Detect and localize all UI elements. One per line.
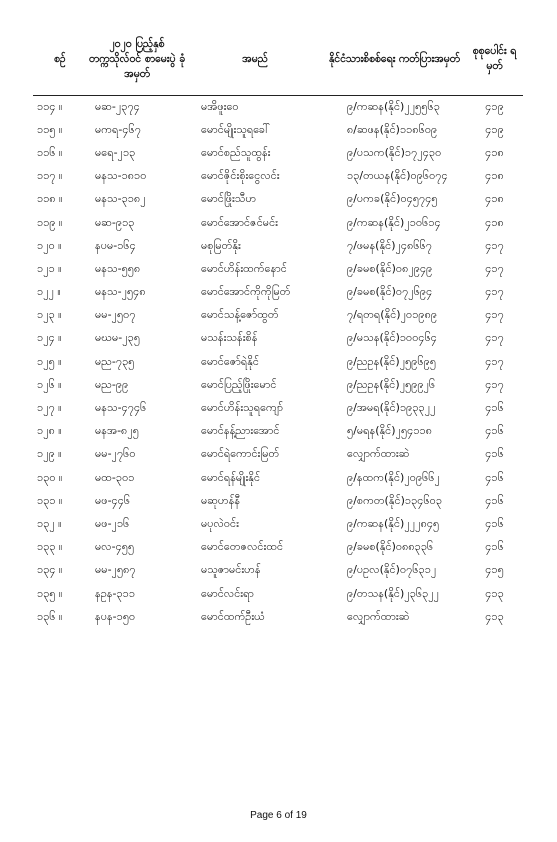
- student-name-cell: မောင်ဟိန်းသူရကျော်: [201, 401, 284, 415]
- roll-number-cell: မဃမ-၂၃၅: [95, 331, 141, 345]
- student-name-cell: မသန်းသန်းစိန်: [201, 331, 258, 345]
- nrc-number-cell: ၉/အမရ(နိုင်)၁၉၃၃၂၂: [347, 401, 436, 415]
- total-marks-cell: ၄၁၇: [485, 285, 504, 299]
- row-number-cell: ၁၂၈ ။: [37, 424, 62, 438]
- nrc-number-cell: ၉/ညဥန(နိုင်)၂၅၉၉၂၆: [347, 377, 436, 391]
- student-name-cell: မောင်ဟိန်းထက်နောင်: [201, 261, 287, 275]
- total-marks-cell: ၄၁၃: [485, 609, 504, 623]
- row-number-cell: ၁၂၆ ။: [37, 377, 62, 391]
- nrc-number-cell: ၁၃/တယန(နိုင်)၀၉၆၀၇၄: [347, 169, 448, 183]
- roll-number-cell: မဖ-၂၁၆: [95, 516, 130, 530]
- table-row: [33, 351, 523, 374]
- row-number-cell: ၁၂၃ ။: [37, 308, 62, 322]
- row-number-cell: ၁၂၂ ။: [37, 285, 61, 299]
- table-row: [33, 560, 523, 583]
- row-number-cell: ၁၂၁ ။: [37, 261, 62, 275]
- row-number-cell: ၁၂၅ ။: [37, 354, 62, 368]
- student-name-cell: မအိဖူးဝေ: [201, 99, 239, 113]
- nrc-number-cell: ၉/ခမစ(နိုင်)၀၈၂၉၄၉: [347, 261, 433, 275]
- row-number-cell: ၁၂၄ ။: [37, 331, 62, 345]
- table-row: [33, 189, 523, 212]
- student-name-cell: မောင်ရဲကောင်းမြတ်: [201, 447, 280, 461]
- table-row: [33, 513, 523, 536]
- total-marks-cell: ၄၁၆: [485, 493, 504, 507]
- header-row: [33, 24, 523, 96]
- total-marks-cell: ၄၁၆: [485, 540, 504, 554]
- total-marks-cell: ၄၁၆: [485, 424, 504, 438]
- roll-number-cell: မနသ-၂၅၄၈: [95, 285, 146, 299]
- roll-number-cell: မကရ-၄၆၇: [95, 122, 141, 136]
- header-total-marks: စုစုပေါင်း ရမှတ်: [466, 24, 523, 96]
- roll-number-cell: မနသ-၄၇၄၆: [95, 401, 147, 415]
- roll-number-cell: မလ-၄၅၅: [95, 540, 135, 554]
- row-number-cell: ၁၃၃ ။: [37, 540, 63, 554]
- table-row: [33, 537, 523, 560]
- table-row: [33, 583, 523, 606]
- row-number-cell: ၁၃၁ ။: [37, 493, 63, 507]
- table-row: [33, 235, 523, 258]
- table-header: [33, 24, 523, 96]
- row-number-cell: ၁၂၉ ။: [37, 447, 62, 461]
- roll-number-cell: မမ-၂၅၈၇: [95, 563, 136, 577]
- row-number-cell: ၁၁၈ ။: [37, 192, 63, 206]
- nrc-number-cell: ၉/ကဆန(နိုင်)၂၂၂၈၄၅: [347, 516, 440, 530]
- roll-number-cell: မထ-၃၀၁: [95, 470, 135, 484]
- nrc-number-cell: ၉/စကတ(နိုင်)၁၃၄၆၀၃: [347, 493, 443, 507]
- row-number-cell: ၁၁၇ ။: [37, 169, 63, 183]
- student-name-cell: မောင်လင်းရာ: [201, 586, 254, 600]
- roll-number-cell: မမ-၂၅၀၇: [95, 308, 136, 322]
- nrc-number-cell: ၉/ခမစ(နိုင်)၀၈၈၃၃၆: [347, 540, 434, 554]
- table-row: [33, 258, 523, 281]
- nrc-number-cell: ၉/ကဆန(နိုင်)၂၂၅၅၆၃: [347, 99, 440, 113]
- row-number-cell: ၁၃၂ ။: [37, 516, 62, 530]
- nrc-number-cell: ၅/မရန(နိုင်)၂၅၄၁၁၈: [347, 424, 432, 438]
- row-number-cell: ၁၁၉ ။: [37, 215, 63, 229]
- table-row: [33, 282, 523, 305]
- student-name-cell: မောင်စည်သူထွန်း: [201, 145, 271, 159]
- total-marks-cell: ၄၁၇: [485, 331, 504, 345]
- nrc-number-cell: ၉/ခမစ(နိုင်)၀၇၂၆၉၄: [347, 285, 433, 299]
- student-name-cell: မောင်အောင်ဇင်မင်း: [201, 215, 278, 229]
- table-row: [33, 96, 523, 120]
- roll-number-cell: မနအ-၈၂၅: [95, 424, 139, 438]
- student-name-cell: မောင်ဖြိုးသီဟ: [201, 192, 257, 206]
- row-number-cell: ၁၁၄ ။: [37, 99, 63, 113]
- nrc-number-cell: ၉/ပကခ(နိုင်)၀၄၅၇၄၅: [347, 192, 438, 206]
- header-no: စဉ်: [33, 24, 87, 96]
- student-name-cell: မောင်ဇော်ရဲနိုင်: [201, 354, 260, 368]
- row-number-cell: ၁၂၀ ။: [37, 238, 62, 252]
- table-row: [33, 212, 523, 235]
- table-row: [33, 142, 523, 165]
- student-name-cell: မောင်ထက်ဦးယံ: [201, 609, 265, 623]
- student-name-cell: မောင်အောင်ကိုကိုမြတ်: [201, 285, 291, 299]
- total-marks-cell: ၄၁၆: [485, 470, 504, 484]
- roll-number-cell: မဆ-၉၁၃: [95, 215, 135, 229]
- total-marks-cell: ၄၁၈: [485, 145, 504, 159]
- roll-number-cell: မရေ-၂၁၃: [95, 145, 136, 159]
- row-number-cell: ၁၃၆ ။: [37, 609, 63, 623]
- roll-number-cell: မည-၇၃၅: [95, 354, 135, 368]
- nrc-number-cell: ၉/ညဥန(နိုင်)၂၅၉၆၉၅: [347, 354, 437, 368]
- student-name-cell: မဆုဟန်နီ: [201, 493, 241, 507]
- header-nrc: နိုင်ငံသားစိစစ်ရေး ကတ်ပြားအမှတ်: [323, 24, 466, 96]
- table-row: [33, 119, 523, 142]
- total-marks-cell: ၄၁၅: [485, 563, 504, 577]
- total-marks-cell: ၄၁၆: [485, 447, 504, 461]
- student-name-cell: မောင်မျိုးသူရခေါ်: [201, 122, 270, 136]
- student-name-cell: မောင်တေဇလင်းထင်: [201, 540, 284, 554]
- total-marks-cell: ၄၁၈: [485, 169, 504, 183]
- roll-number-cell: မနသ-၅၅၈: [95, 261, 141, 275]
- table-row: [33, 490, 523, 513]
- student-name-cell: မောင်နန့်ညားအောင်: [201, 424, 280, 438]
- roll-number-cell: နပန-၁၅၀: [95, 609, 136, 623]
- table-row: [33, 374, 523, 397]
- nrc-number-cell: ၉/မသန(နိုင်)၁၀၀၄၆၄: [347, 331, 437, 345]
- nrc-number-cell: ၉/နထက(နိုင်)၂၀၉၆၆၂: [347, 470, 440, 484]
- roll-number-cell: မနသ-၁၈၁၀: [95, 169, 147, 183]
- row-number-cell: ၁၁၅ ။: [37, 122, 63, 136]
- table-row: [33, 328, 523, 351]
- header-roll-number: ၂၀၂၀ ပြည့်နှစ် တက္ကသိုလ်ဝင် စာမေးပွဲ ခုံအမှတ်: [87, 24, 187, 96]
- nrc-number-cell: လျှောက်ထားဆဲ: [347, 609, 410, 623]
- total-marks-cell: ၄၁၇: [485, 308, 504, 322]
- table-row: [33, 421, 523, 444]
- page-number: Page 6 of 19: [250, 810, 307, 821]
- table-row: [33, 305, 523, 328]
- roll-number-cell: မည-၉၉: [95, 377, 129, 391]
- nrc-number-cell: ၉/ပသက(နိုင်)၁၇၂၄၃၀: [347, 145, 442, 159]
- table-row: [33, 166, 523, 189]
- row-number-cell: ၁၃၅ ။: [37, 586, 63, 600]
- total-marks-cell: ၄၁၇: [485, 354, 504, 368]
- roll-number-cell: နပမ-၁၆၄: [95, 238, 136, 252]
- student-name-cell: မောင်ပြည့်ဖြိုးမောင်: [201, 377, 277, 391]
- row-number-cell: ၁၃၀ ။: [37, 470, 63, 484]
- total-marks-cell: ၄၁၇: [485, 261, 504, 275]
- nrc-number-cell: ၉/ပဥလ(နိုင်)၀၇၆၃၁၂: [347, 563, 437, 577]
- table-body: [33, 96, 523, 630]
- nrc-number-cell: လျှောက်ထားဆဲ: [347, 447, 410, 461]
- student-name-cell: မစုမြတ်နိုး: [201, 238, 241, 252]
- nrc-number-cell: ၇/ရတရ(နိုင်)၂၀၁၉၈၉: [347, 308, 438, 322]
- student-name-cell: မောင်ဇိုင်းစိုးငွေလင်း: [201, 169, 280, 183]
- nrc-number-cell: ၉/ကဆန(နိုင်)၂၁၀၆၁၄: [347, 215, 441, 229]
- table-row: [33, 606, 523, 629]
- total-marks-cell: ၄၁၃: [485, 586, 504, 600]
- table-row: [33, 467, 523, 490]
- table-row: [33, 397, 523, 420]
- table-row: [33, 444, 523, 467]
- student-name-cell: မောင်သန့်ဇော်ထွတ်: [201, 308, 279, 322]
- row-number-cell: ၁၁၆ ။: [37, 145, 63, 159]
- nrc-number-cell: ၉/တသန(နိုင်)၂၃၆၃၂၂: [347, 586, 440, 600]
- student-name-cell: မပုလဲဝင်း: [201, 516, 239, 530]
- header-name: အမည်: [187, 24, 323, 96]
- total-marks-cell: ၄၁၉: [485, 99, 504, 113]
- row-number-cell: ၁၃၄ ။: [37, 563, 63, 577]
- student-name-cell: မောင်ရန်မျိုးနိုင်: [201, 470, 261, 484]
- total-marks-cell: ၄၁၈: [485, 215, 504, 229]
- total-marks-cell: ၄၁၆: [485, 401, 504, 415]
- results-table: [33, 24, 523, 629]
- total-marks-cell: ၄၁၇: [485, 377, 504, 391]
- nrc-number-cell: ၇/ဖမန(နိုင်)၂၄၈၆၆၇: [347, 238, 432, 252]
- total-marks-cell: ၄၁၇: [485, 238, 504, 252]
- roll-number-cell: မနသ-၃၁၈၂: [95, 192, 146, 206]
- roll-number-cell: မဖ-၄၄၆: [95, 493, 131, 507]
- nrc-number-cell: ၈/ဆဖန(နိုင်)၁၁၈၆၀၉: [347, 122, 438, 136]
- student-name-cell: မသူဇာမင်းဟန်: [201, 563, 261, 577]
- roll-number-cell: နဥန-၃၁၁: [95, 586, 136, 600]
- total-marks-cell: ၄၁၆: [485, 516, 504, 530]
- roll-number-cell: မမ-၂၇၆၀: [95, 447, 136, 461]
- total-marks-cell: ၄၁၈: [485, 192, 504, 206]
- row-number-cell: ၁၂၇ ။: [37, 401, 62, 415]
- roll-number-cell: မဆ-၂၃၇၄: [95, 99, 140, 113]
- total-marks-cell: ၄၁၉: [485, 122, 504, 136]
